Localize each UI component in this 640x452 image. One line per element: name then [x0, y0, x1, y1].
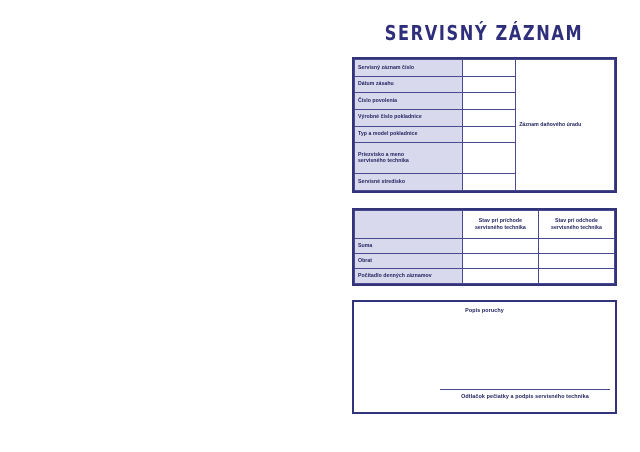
- table-header-row: [355, 211, 615, 239]
- fault-description-title: Popis poruchy: [465, 308, 504, 314]
- field-input-record-number[interactable]: [462, 60, 515, 77]
- state-comparison-table: [352, 208, 617, 286]
- field-input-service-center[interactable]: [462, 174, 515, 191]
- field-label-record-number: Servisný záznam číslo: [355, 60, 463, 77]
- signature-caption: Odtlačok pečiatky a podpis servisného technika: [461, 394, 589, 400]
- signature-line: [440, 389, 610, 390]
- row-label-turnover: Obrat: [355, 254, 463, 269]
- field-label-technician-name-line1: Priezvisko a meno: [358, 151, 405, 158]
- field-label-register-model: Typ a model pokladnice: [355, 126, 463, 143]
- table-row: [355, 60, 615, 77]
- cell-turnover-arrival[interactable]: [462, 254, 538, 269]
- row-label-sum: Suma: [355, 239, 463, 254]
- cell-sum-arrival[interactable]: [462, 239, 538, 254]
- column-header-departure-line2: servisného technika: [551, 224, 602, 231]
- field-input-permit-number[interactable]: [462, 93, 515, 110]
- column-header-arrival-line2: servisného technika: [474, 224, 526, 231]
- table-row: [355, 254, 615, 269]
- column-header-arrival: [462, 211, 538, 239]
- cell-counter-departure[interactable]: [538, 269, 614, 284]
- cell-counter-arrival[interactable]: [462, 269, 538, 284]
- field-input-intervention-date[interactable]: [462, 76, 515, 93]
- table-row: [355, 239, 615, 254]
- page-title: SERVISNÝ ZÁZNAM: [384, 22, 584, 46]
- state-table-corner-cell: [355, 211, 463, 239]
- field-input-register-model[interactable]: [462, 126, 515, 143]
- row-label-daily-record-counter: Počítadlo denných záznamov: [355, 269, 463, 284]
- field-label-intervention-date: Dátum zásahu: [355, 76, 463, 93]
- field-input-serial-number[interactable]: [462, 109, 515, 126]
- column-header-departure-line1: Stav pri odchode: [555, 218, 598, 224]
- header-info-table: [352, 57, 617, 193]
- column-header-arrival-line1: Stav pri príchode: [478, 218, 523, 224]
- field-label-serial-number: Výrobné číslo pokladnice: [355, 109, 463, 126]
- field-label-permit-number: Číslo povolenia: [355, 93, 463, 110]
- field-label-technician-name: [355, 143, 463, 174]
- fault-description-box[interactable]: [352, 300, 617, 414]
- table-row: [355, 269, 615, 284]
- tax-office-column[interactable]: Záznam daňového úradu: [516, 60, 615, 191]
- field-label-service-center: Servisné stredisko: [355, 174, 463, 191]
- cell-turnover-departure[interactable]: [538, 254, 614, 269]
- cell-sum-departure[interactable]: [538, 239, 614, 254]
- field-input-technician-name[interactable]: [462, 143, 515, 174]
- field-label-technician-name-line2: servisného technika: [358, 158, 409, 165]
- column-header-departure: [538, 211, 614, 239]
